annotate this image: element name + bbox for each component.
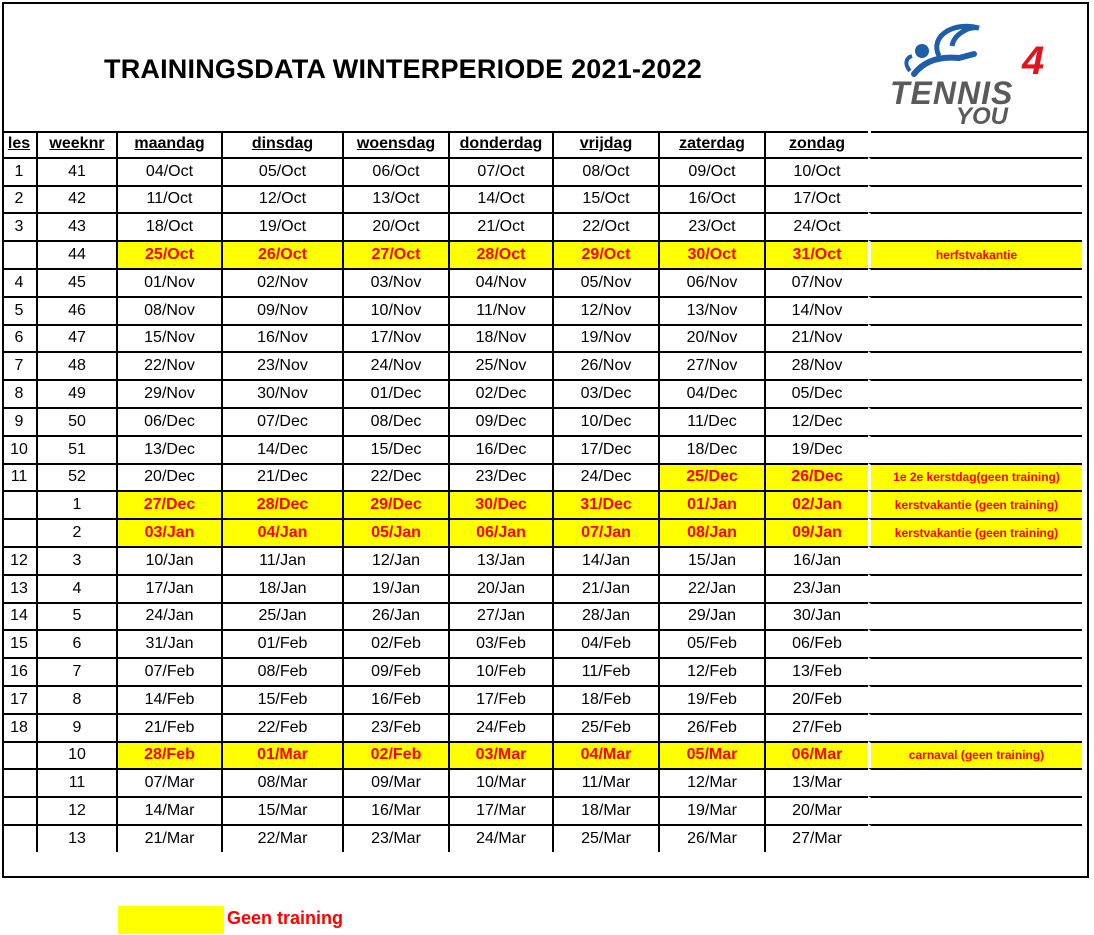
date-cell: 03/Nov xyxy=(342,268,448,296)
date-cell: 23/Mar xyxy=(342,824,448,852)
date-cell: 18/Jan xyxy=(221,574,342,602)
date-cell: 11/Jan xyxy=(221,546,342,574)
table-row xyxy=(2,324,1082,352)
date-cell: 19/Jan xyxy=(342,574,448,602)
logo-main-text: TENNIS xyxy=(890,75,1014,111)
date-cell: 11/Dec xyxy=(658,407,764,435)
date-cell: 18/Oct xyxy=(116,212,221,240)
date-cell: 30/Oct xyxy=(658,240,764,268)
date-cell: 04/Nov xyxy=(448,268,552,296)
lesson-number: 8 xyxy=(2,379,36,407)
date-cell: 27/Feb xyxy=(764,713,868,741)
date-cell: 05/Nov xyxy=(552,268,658,296)
date-cell: 18/Dec xyxy=(658,435,764,463)
date-cell: 02/Feb xyxy=(342,741,448,769)
date-cell: 15/Dec xyxy=(342,435,448,463)
table-row xyxy=(2,574,1082,602)
lesson-number: 1 xyxy=(2,157,36,185)
week-number: 3 xyxy=(36,546,116,574)
date-cell: 23/Dec xyxy=(448,463,552,491)
date-cell: 23/Jan xyxy=(764,574,868,602)
date-cell: 23/Feb xyxy=(342,713,448,741)
remark-cell xyxy=(868,212,1082,240)
date-cell: 26/Oct xyxy=(221,240,342,268)
legend-swatch xyxy=(118,906,224,934)
column-header: maandag xyxy=(116,131,221,157)
week-number: 46 xyxy=(36,296,116,324)
remark-cell xyxy=(868,379,1082,407)
date-cell: 27/Jan xyxy=(448,602,552,630)
date-cell: 04/Dec xyxy=(658,379,764,407)
table-row xyxy=(2,741,1082,769)
date-cell: 07/Dec xyxy=(221,407,342,435)
date-cell: 07/Feb xyxy=(116,657,221,685)
week-number: 51 xyxy=(36,435,116,463)
table-row xyxy=(2,685,1082,713)
date-cell: 25/Mar xyxy=(552,824,658,852)
date-cell: 26/Dec xyxy=(764,463,868,491)
column-header: zaterdag xyxy=(658,131,764,157)
remark-cell xyxy=(868,574,1082,602)
date-cell: 18/Nov xyxy=(448,324,552,352)
date-cell: 08/Mar xyxy=(221,768,342,796)
remark-cell: kerstvakantie (geen training) xyxy=(868,490,1082,518)
week-number: 43 xyxy=(36,212,116,240)
remark-cell xyxy=(868,351,1082,379)
remark-cell xyxy=(868,546,1082,574)
date-cell: 24/Feb xyxy=(448,713,552,741)
column-header: vrijdag xyxy=(552,131,658,157)
week-number: 41 xyxy=(36,157,116,185)
date-cell: 08/Feb xyxy=(221,657,342,685)
date-cell: 27/Oct xyxy=(342,240,448,268)
lesson-number: 16 xyxy=(2,657,36,685)
lesson-number xyxy=(2,240,36,268)
date-cell: 09/Jan xyxy=(764,518,868,546)
date-cell: 23/Nov xyxy=(221,351,342,379)
date-cell: 15/Nov xyxy=(116,324,221,352)
remark-cell: herfstvakantie xyxy=(868,240,1082,268)
date-cell: 12/Jan xyxy=(342,546,448,574)
lesson-number: 11 xyxy=(2,463,36,491)
logo-number: 4 xyxy=(1022,39,1045,83)
date-cell: 29/Jan xyxy=(658,602,764,630)
lesson-number: 3 xyxy=(2,212,36,240)
table-row xyxy=(2,351,1082,379)
table-row xyxy=(2,407,1082,435)
remark-cell xyxy=(868,435,1082,463)
date-cell: 16/Feb xyxy=(342,685,448,713)
date-cell: 16/Nov xyxy=(221,324,342,352)
date-cell: 14/Dec xyxy=(221,435,342,463)
date-cell: 08/Oct xyxy=(552,157,658,185)
table-row xyxy=(2,796,1082,824)
remark-cell xyxy=(868,602,1082,630)
date-cell: 27/Dec xyxy=(116,490,221,518)
date-cell: 22/Jan xyxy=(658,574,764,602)
date-cell: 28/Oct xyxy=(448,240,552,268)
date-cell: 04/Oct xyxy=(116,157,221,185)
week-number: 48 xyxy=(36,351,116,379)
date-cell: 25/Dec xyxy=(658,463,764,491)
date-cell: 15/Mar xyxy=(221,796,342,824)
remark-cell xyxy=(868,657,1082,685)
date-cell: 09/Dec xyxy=(448,407,552,435)
week-number: 13 xyxy=(36,824,116,852)
date-cell: 17/Dec xyxy=(552,435,658,463)
date-cell: 25/Oct xyxy=(116,240,221,268)
date-cell: 24/Nov xyxy=(342,351,448,379)
date-cell: 11/Feb xyxy=(552,657,658,685)
lesson-number xyxy=(2,741,36,769)
date-cell: 12/Feb xyxy=(658,657,764,685)
lesson-number: 14 xyxy=(2,602,36,630)
column-header: woensdag xyxy=(342,131,448,157)
date-cell: 20/Oct xyxy=(342,212,448,240)
date-cell: 16/Oct xyxy=(658,185,764,213)
remark-cell xyxy=(868,768,1082,796)
lesson-number xyxy=(2,490,36,518)
date-cell: 30/Nov xyxy=(221,379,342,407)
week-number: 7 xyxy=(36,657,116,685)
week-number: 47 xyxy=(36,324,116,352)
week-number: 50 xyxy=(36,407,116,435)
lesson-number xyxy=(2,518,36,546)
week-number: 9 xyxy=(36,713,116,741)
date-cell: 04/Feb xyxy=(552,629,658,657)
date-cell: 11/Mar xyxy=(552,768,658,796)
date-cell: 06/Mar xyxy=(764,741,868,769)
date-cell: 16/Dec xyxy=(448,435,552,463)
week-number: 11 xyxy=(36,768,116,796)
date-cell: 03/Dec xyxy=(552,379,658,407)
date-cell: 17/Nov xyxy=(342,324,448,352)
date-cell: 03/Jan xyxy=(116,518,221,546)
logo-sub-text: YOU xyxy=(956,103,1009,128)
remark-cell: 1e 2e kerstdag(geen training) xyxy=(868,463,1082,491)
week-number: 10 xyxy=(36,741,116,769)
date-cell: 20/Mar xyxy=(764,796,868,824)
table-row xyxy=(2,185,1082,213)
date-cell: 25/Jan xyxy=(221,602,342,630)
date-cell: 29/Nov xyxy=(116,379,221,407)
date-cell: 28/Jan xyxy=(552,602,658,630)
lesson-number: 12 xyxy=(2,546,36,574)
date-cell: 14/Nov xyxy=(764,296,868,324)
lesson-number: 10 xyxy=(2,435,36,463)
date-cell: 21/Feb xyxy=(116,713,221,741)
week-number: 4 xyxy=(36,574,116,602)
column-header: dinsdag xyxy=(221,131,342,157)
legend-label: Geen training xyxy=(227,908,344,928)
remark-cell: kerstvakantie (geen training) xyxy=(868,518,1082,546)
date-cell: 10/Oct xyxy=(764,157,868,185)
date-cell: 27/Nov xyxy=(658,351,764,379)
table-row xyxy=(2,518,1082,546)
week-number: 5 xyxy=(36,602,116,630)
tennis4you-logo xyxy=(884,16,1064,128)
date-cell: 19/Nov xyxy=(552,324,658,352)
date-cell: 26/Feb xyxy=(658,713,764,741)
date-cell: 24/Oct xyxy=(764,212,868,240)
table-row xyxy=(2,546,1082,574)
lesson-number xyxy=(2,796,36,824)
date-cell: 09/Feb xyxy=(342,657,448,685)
date-cell: 01/Nov xyxy=(116,268,221,296)
date-cell: 05/Feb xyxy=(658,629,764,657)
date-cell: 09/Mar xyxy=(342,768,448,796)
lesson-number: 7 xyxy=(2,351,36,379)
date-cell: 26/Nov xyxy=(552,351,658,379)
table-row xyxy=(2,463,1082,491)
table-row xyxy=(2,212,1082,240)
week-number: 1 xyxy=(36,490,116,518)
date-cell: 31/Dec xyxy=(552,490,658,518)
date-cell: 17/Jan xyxy=(116,574,221,602)
table-row xyxy=(2,657,1082,685)
table-row xyxy=(2,602,1082,630)
lesson-number: 18 xyxy=(2,713,36,741)
table-row xyxy=(2,435,1082,463)
date-cell: 03/Mar xyxy=(448,741,552,769)
date-cell: 12/Dec xyxy=(764,407,868,435)
lesson-number: 5 xyxy=(2,296,36,324)
date-cell: 22/Oct xyxy=(552,212,658,240)
date-cell: 04/Mar xyxy=(552,741,658,769)
date-cell: 13/Dec xyxy=(116,435,221,463)
date-cell: 26/Jan xyxy=(342,602,448,630)
date-cell: 20/Nov xyxy=(658,324,764,352)
date-cell: 25/Nov xyxy=(448,351,552,379)
header xyxy=(4,4,1087,133)
lesson-number: 6 xyxy=(2,324,36,352)
date-cell: 28/Dec xyxy=(221,490,342,518)
date-cell: 01/Jan xyxy=(658,490,764,518)
date-cell: 07/Mar xyxy=(116,768,221,796)
date-cell: 10/Nov xyxy=(342,296,448,324)
week-number: 42 xyxy=(36,185,116,213)
date-cell: 18/Feb xyxy=(552,685,658,713)
date-cell: 13/Mar xyxy=(764,768,868,796)
remark-cell xyxy=(868,296,1082,324)
table-row xyxy=(2,824,1082,852)
remark-cell: carnaval (geen training) xyxy=(868,741,1082,769)
week-number: 12 xyxy=(36,796,116,824)
date-cell: 23/Oct xyxy=(658,212,764,240)
date-cell: 05/Oct xyxy=(221,157,342,185)
table-row xyxy=(2,157,1082,185)
date-cell: 12/Oct xyxy=(221,185,342,213)
date-cell: 20/Feb xyxy=(764,685,868,713)
lesson-number: 4 xyxy=(2,268,36,296)
date-cell: 14/Feb xyxy=(116,685,221,713)
table-row xyxy=(2,268,1082,296)
date-cell: 27/Mar xyxy=(764,824,868,852)
lesson-number xyxy=(2,768,36,796)
date-cell: 28/Feb xyxy=(116,741,221,769)
table-row xyxy=(2,768,1082,796)
date-cell: 21/Dec xyxy=(221,463,342,491)
remark-cell xyxy=(868,407,1082,435)
remark-cell xyxy=(868,185,1082,213)
date-cell: 06/Nov xyxy=(658,268,764,296)
date-cell: 02/Feb xyxy=(342,629,448,657)
date-cell: 30/Jan xyxy=(764,602,868,630)
date-cell: 22/Nov xyxy=(116,351,221,379)
date-cell: 01/Mar xyxy=(221,741,342,769)
date-cell: 20/Dec xyxy=(116,463,221,491)
date-cell: 07/Oct xyxy=(448,157,552,185)
date-cell: 07/Nov xyxy=(764,268,868,296)
date-cell: 05/Jan xyxy=(342,518,448,546)
remark-cell xyxy=(868,629,1082,657)
column-header: donderdag xyxy=(448,131,552,157)
date-cell: 18/Mar xyxy=(552,796,658,824)
date-cell: 21/Nov xyxy=(764,324,868,352)
date-cell: 30/Dec xyxy=(448,490,552,518)
date-cell: 15/Oct xyxy=(552,185,658,213)
date-cell: 02/Nov xyxy=(221,268,342,296)
date-cell: 11/Oct xyxy=(116,185,221,213)
week-number: 8 xyxy=(36,685,116,713)
date-cell: 07/Jan xyxy=(552,518,658,546)
lesson-number: 15 xyxy=(2,629,36,657)
training-schedule-table xyxy=(2,131,1082,852)
date-cell: 02/Dec xyxy=(448,379,552,407)
date-cell: 14/Mar xyxy=(116,796,221,824)
date-cell: 13/Jan xyxy=(448,546,552,574)
date-cell: 28/Nov xyxy=(764,351,868,379)
remark-cell xyxy=(868,824,1082,852)
date-cell: 15/Jan xyxy=(658,546,764,574)
date-cell: 12/Mar xyxy=(658,768,764,796)
date-cell: 14/Jan xyxy=(552,546,658,574)
date-cell: 16/Mar xyxy=(342,796,448,824)
date-cell: 24/Mar xyxy=(448,824,552,852)
column-header: les xyxy=(7,134,31,152)
date-cell: 05/Dec xyxy=(764,379,868,407)
header-row xyxy=(2,131,1082,157)
date-cell: 08/Nov xyxy=(116,296,221,324)
date-cell: 06/Dec xyxy=(116,407,221,435)
week-number: 49 xyxy=(36,379,116,407)
date-cell: 21/Mar xyxy=(116,824,221,852)
date-cell: 13/Nov xyxy=(658,296,764,324)
date-cell: 06/Feb xyxy=(764,629,868,657)
page-title: TRAININGSDATA WINTERPERIODE 2021-2022 xyxy=(104,54,703,84)
date-cell: 08/Dec xyxy=(342,407,448,435)
date-cell: 09/Nov xyxy=(221,296,342,324)
week-number: 6 xyxy=(36,629,116,657)
date-cell: 08/Jan xyxy=(658,518,764,546)
date-cell: 14/Oct xyxy=(448,185,552,213)
date-cell: 10/Jan xyxy=(116,546,221,574)
table-row xyxy=(2,240,1082,268)
table-row xyxy=(2,379,1082,407)
date-cell: 17/Feb xyxy=(448,685,552,713)
lesson-number: 9 xyxy=(2,407,36,435)
date-cell: 24/Dec xyxy=(552,463,658,491)
lesson-number: 2 xyxy=(2,185,36,213)
remark-cell xyxy=(868,324,1082,352)
date-cell: 11/Nov xyxy=(448,296,552,324)
date-cell: 13/Oct xyxy=(342,185,448,213)
date-cell: 26/Mar xyxy=(658,824,764,852)
date-cell: 25/Feb xyxy=(552,713,658,741)
date-cell: 29/Dec xyxy=(342,490,448,518)
date-cell: 22/Mar xyxy=(221,824,342,852)
table-row xyxy=(2,713,1082,741)
lesson-number xyxy=(2,824,36,852)
date-cell: 21/Jan xyxy=(552,574,658,602)
date-cell: 10/Feb xyxy=(448,657,552,685)
week-number: 44 xyxy=(36,240,116,268)
date-cell: 17/Oct xyxy=(764,185,868,213)
table-row xyxy=(2,296,1082,324)
date-cell: 19/Mar xyxy=(658,796,764,824)
date-cell: 10/Mar xyxy=(448,768,552,796)
week-number: 45 xyxy=(36,268,116,296)
week-number: 52 xyxy=(36,463,116,491)
date-cell: 03/Feb xyxy=(448,629,552,657)
date-cell: 06/Oct xyxy=(342,157,448,185)
remark-cell xyxy=(868,796,1082,824)
date-cell: 16/Jan xyxy=(764,546,868,574)
date-cell: 05/Mar xyxy=(658,741,764,769)
column-header: weeknr xyxy=(36,131,116,157)
date-cell: 04/Jan xyxy=(221,518,342,546)
date-cell: 24/Jan xyxy=(116,602,221,630)
date-cell: 22/Dec xyxy=(342,463,448,491)
date-cell: 31/Oct xyxy=(764,240,868,268)
remark-cell xyxy=(868,157,1082,185)
date-cell: 19/Oct xyxy=(221,212,342,240)
date-cell: 13/Feb xyxy=(764,657,868,685)
date-cell: 01/Dec xyxy=(342,379,448,407)
table-row xyxy=(2,629,1082,657)
remark-cell xyxy=(868,268,1082,296)
remark-cell xyxy=(868,713,1082,741)
date-cell: 10/Dec xyxy=(552,407,658,435)
date-cell: 17/Mar xyxy=(448,796,552,824)
player-figure-icon xyxy=(906,26,979,74)
date-cell: 20/Jan xyxy=(448,574,552,602)
date-cell: 01/Feb xyxy=(221,629,342,657)
date-cell: 21/Oct xyxy=(448,212,552,240)
date-cell: 22/Feb xyxy=(221,713,342,741)
column-header: zondag xyxy=(764,131,868,157)
date-cell: 19/Dec xyxy=(764,435,868,463)
date-cell: 06/Jan xyxy=(448,518,552,546)
date-cell: 15/Feb xyxy=(221,685,342,713)
date-cell: 09/Oct xyxy=(658,157,764,185)
lesson-number: 17 xyxy=(2,685,36,713)
lesson-number: 13 xyxy=(2,574,36,602)
column-header xyxy=(868,131,1082,157)
date-cell: 02/Jan xyxy=(764,490,868,518)
date-cell: 12/Nov xyxy=(552,296,658,324)
date-cell: 29/Oct xyxy=(552,240,658,268)
remark-cell xyxy=(868,685,1082,713)
date-cell: 19/Feb xyxy=(658,685,764,713)
date-cell: 31/Jan xyxy=(116,629,221,657)
table-row xyxy=(2,490,1082,518)
week-number: 2 xyxy=(36,518,116,546)
